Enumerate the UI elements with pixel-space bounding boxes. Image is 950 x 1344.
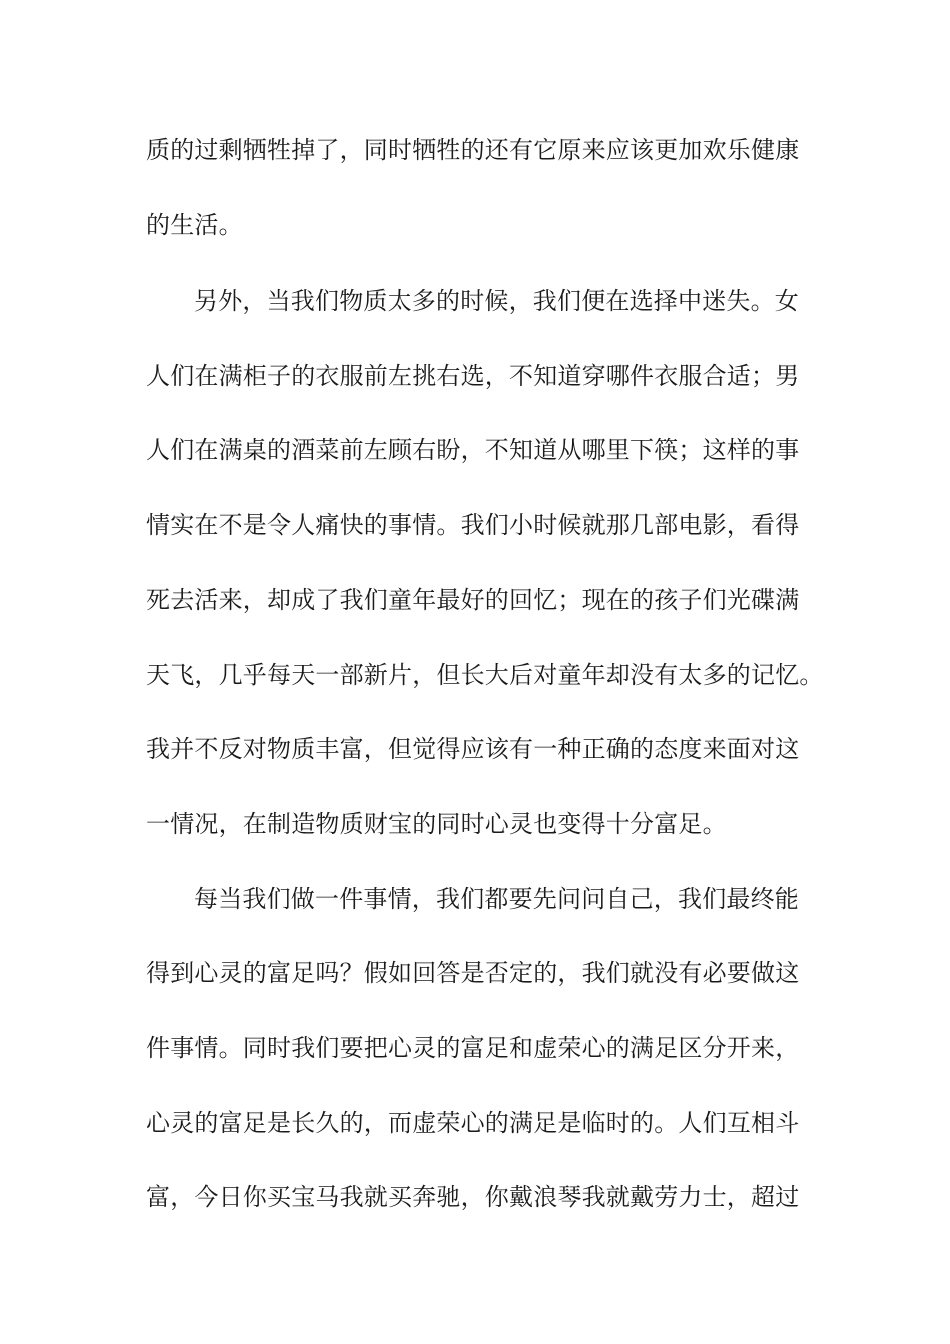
text-line-7: 死去活来，却成了我们童年最好的回忆；现在的孩子们光碟满 (146, 586, 800, 614)
text-line-8: 天飞，几乎每天一部新片，但长大后对童年却没有太多的记忆。 (146, 661, 824, 689)
text-line-4: 人们在满柜子的衣服前左挑右选，不知道穿哪件衣服合适；男 (146, 362, 800, 390)
text-line-2: 的生活。 (146, 211, 243, 239)
text-line-6: 情实在不是令人痛快的事情。我们小时候就那几部电影，看得 (146, 511, 800, 539)
text-line-12: 得到心灵的富足吗？假如回答是否定的，我们就没有必要做这 (146, 959, 800, 987)
paragraph-3-line-1: 每当我们做一件事情，我们都要先问问自己，我们最终能 (194, 885, 799, 913)
text-line-9: 我并不反对物质丰富，但觉得应该有一种正确的态度来面对这 (146, 735, 800, 763)
paragraph-2-line-1: 另外，当我们物质太多的时候，我们便在选择中迷失。女 (194, 287, 799, 315)
text-line-1: 质的过剩牺牲掉了，同时牺牲的还有它原来应该更加欢乐健康 (146, 136, 800, 164)
text-line-14: 心灵的富足是长久的，而虚荣心的满足是临时的。人们互相斗 (146, 1109, 800, 1137)
text-line-15: 富，今日你买宝马我就买奔驰，你戴浪琴我就戴劳力士，超过 (146, 1183, 800, 1211)
text-line-5: 人们在满桌的酒菜前左顾右盼，不知道从哪里下筷；这样的事 (146, 436, 800, 464)
text-line-13: 件事情。同时我们要把心灵的富足和虚荣心的满足区分开来， (146, 1034, 800, 1062)
text-line-10: 一情况，在制造物质财宝的同时心灵也变得十分富足。 (146, 810, 727, 838)
